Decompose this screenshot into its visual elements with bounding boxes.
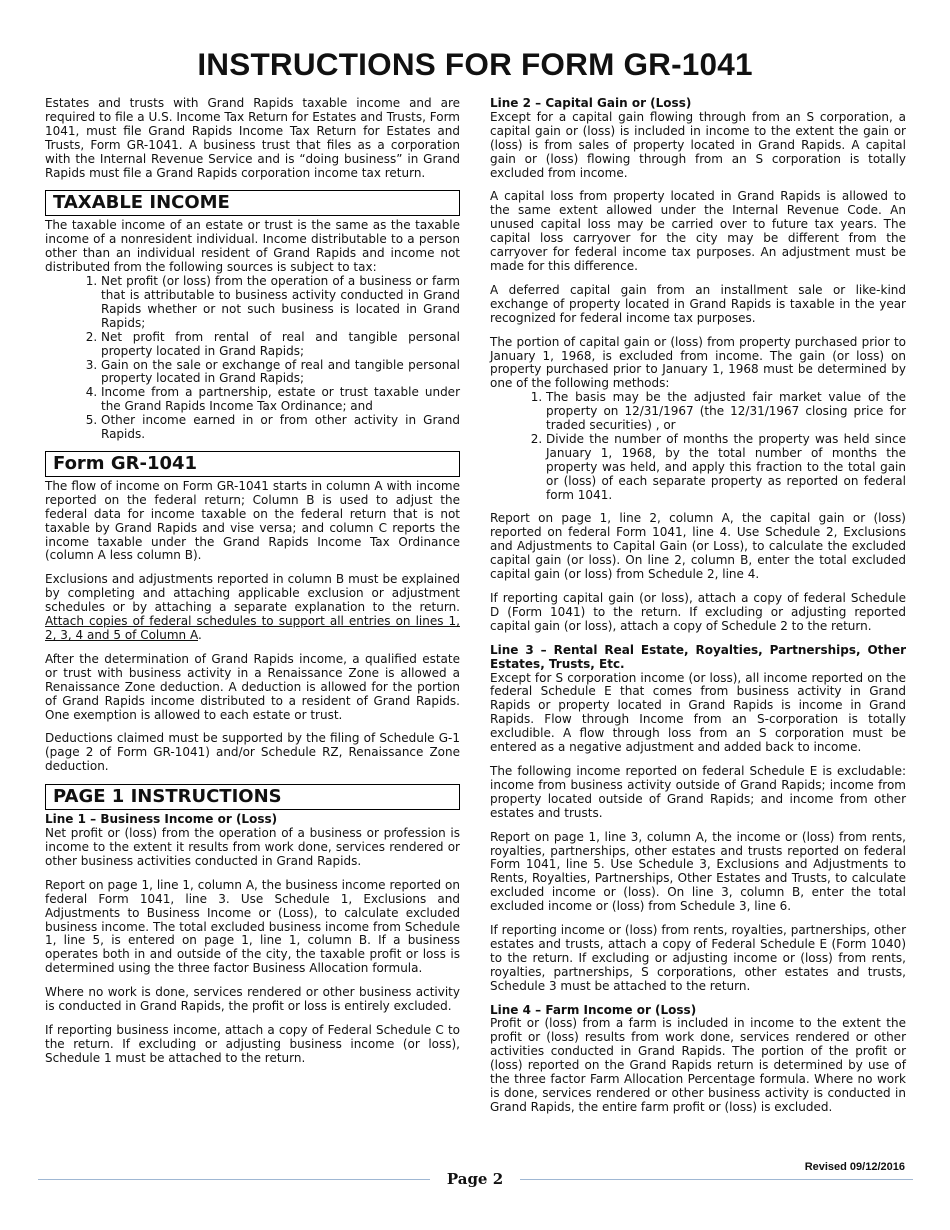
line3-paragraph-3: Report on page 1, line 3, column A, the income or (loss) from rents, royalties, partnerships, other estates and trusts reported on federal Form 1041, line 5. Use Schedule 3, Exclusions and Adjustments to Rents, Royalties, Partnerships, Other Estates and Trusts, to calculate excluded income or (loss). On line 3, column B, enter the total excluded income or (loss) from Schedule 3, line 6. [490,829,906,914]
left-column [45,97,460,1076]
page-number: Page 2 [446,1170,504,1188]
line3-paragraph-1: Except for S corporation income (or loss), all income reported on the federal Schedule E that comes from business activity in Grand Rapids or property located in Grand Rapids is income in Grand Rapids. Flow through Income from an S-corporation is totally excludible. A flow through loss from an S corporation must be entered as a negative adjustment and added back to income. [490,670,906,755]
line1-paragraph-1: Net profit or (loss) from the operation of a business or profession is income to the extent it results from work done, services rendered or other business activities conducted in Grand Rapids. [45,826,460,868]
line4-paragraph-1: Profit or (loss) from a farm is included in income to the extent the profit or (loss) results from work done, services rendered or other activities conducted in Grand Rapids. The portion of the profit or (loss) reported on the Grand Rapids return is determined by use of the three factor Farm Allocation Percentage formula. Where no work is done, services rendered or other business activity is conducted in Grand Rapids, the entire farm profit or (loss) is excluded. [490,1016,906,1114]
line3-paragraph-4: If reporting income or (loss) from rents, royalties, partnerships, other estates and trusts, attach a copy of Federal Schedule E (Form 1040) to the return. If excluding or adjusting income or (loss) from rents, royalties, partnerships, S corporations, other estates and trusts, Schedule 3 must be attached to the return. [490,923,906,993]
line2-paragraph-2: A capital loss from property located in Grand Rapids is allowed to the same extent allowed under the Internal Revenue Code. An unused capital loss may be carried over to future tax years. The capital loss carryover for the city may be different from the carryover for federal income tax purposes. An adjustment must be made for this difference. [490,189,906,273]
form-exclusions-paragraph [45,573,460,643]
line3-heading: Line 3 – Rental Real Estate, Royalties, Partnerships, Other Estates, Trusts, Etc. [490,642,906,671]
list-item: 2. Net profit from rental of real and tangible personal property located in Grand Rapids; [101,331,460,359]
taxable-income-list [45,275,460,442]
line3-paragraph-2: The following income reported on federal Schedule E is excludable: income from business activity outside of Grand Rapids; income from property located outside of Grand Rapids; and income from other estates and trusts. [490,763,906,820]
line2-paragraph-1: Except for a capital gain flowing through from an S corporation, a capital gain or (loss) is included in income to the extent the gain or (loss) is from sales of property located in Grand Rapids. A capital gain or (loss) flowing through from an S corporation is totally excluded from income. [490,109,906,180]
list-item: 1. Net profit (or loss) from the operation of a business or farm that is attributable to business activity conducted in Grand Rapids whether or not such business is located in Grand Rapids; [101,275,460,331]
intro-paragraph: Estates and trusts with Grand Rapids taxable income and are required to file a U.S. Income Tax Return for Estates and Trusts, Form 1041, must file Grand Rapids Income Tax Return for Estates and Trusts, Form GR-1041. A business trust that files as a corporation with the Internal Revenue Service and is “doing business” in Grand Rapids must file a Grand Rapids corporation income tax return. [45,96,460,180]
line1-paragraph-4: If reporting business income, attach a copy of Federal Schedule C to the return. If excluding or adjusting business income (or loss), Schedule 1 must be attached to the return. [45,1022,460,1065]
deductions-paragraph: Deductions claimed must be supported by the filing of Schedule G-1 (page 2 of Form GR-1041) and/or Schedule RZ, Renaissance Zone deduction. [45,731,460,774]
line2-paragraph-5: Report on page 1, line 2, column A, the capital gain or (loss) reported on federal Form 1041, line 4. Use Schedule 2, Exclusions and Adjustments to Capital Gain (or Loss), to calculate the excluded capital gain (or loss). On line 2, column B, enter the total excluded capital gain (or loss) from Schedule 2, line 4. [490,511,906,582]
line1-heading: Line 1 – Business Income or (Loss) [45,812,278,827]
list-item: 3. Gain on the sale or exchange of real and tangible personal property located in Grand Rapids; [101,359,460,387]
footer-divider-left [38,1179,430,1180]
exclusions-text: Exclusions and adjustments reported in column B must be explained by completing and attaching applicable exclusion or adjustment schedules or by attaching a separate explanation to the return. [45,572,460,615]
line4-heading: Line 4 – Farm Income or (Loss) [490,1002,697,1017]
taxable-income-heading: TAXABLE INCOME [45,190,460,216]
line2-paragraph-6: If reporting capital gain (or loss), attach a copy of federal Schedule D (Form 1041) to the return. If excluding or adjusting reported capital gain (or loss), attach a copy of Schedule 2 to the return. [490,591,906,633]
revised-date: Revised 09/12/2016 [804,1161,905,1173]
list-item: 1. The basis may be the adjusted fair market value of the property on 12/31/1967 (the 12/31/1967 closing price for traded securities) , or [546,391,906,433]
right-column [490,97,906,1125]
period: . [197,628,202,642]
page-title: INSTRUCTIONS FOR FORM GR-1041 [197,46,753,82]
list-item: 4. Income from a partnership, estate or trust taxable under the Grand Rapids Income Tax Ordinance; and [101,386,460,414]
list-item: 2. Divide the number of months the property was held since January 1, 1968, by the total number of months the property was held, and apply this fraction to the total gain or (loss) of each separate property as reported on federal form 1041. [546,433,906,503]
footer-divider-right [520,1179,913,1180]
form-flow-paragraph: The flow of income on Form GR-1041 starts in column A with income reported on the federal return; Column B is used to adjust the federal data for income taxable on the federal return that is not taxable by Grand Rapids and vise versa; and column C reports the income taxable under the Grand Rapids Income Tax Ordinance (column A less column B). [45,478,460,563]
list-item: 5. Other income earned in or from other activity in Grand Rapids. [101,414,460,442]
renaissance-zone-paragraph: After the determination of Grand Rapids income, a qualified estate or trust with business activity in a Renaissance Zone is allowed a Renaissance Zone deduction. A deduction is allowed for the portion of Grand Rapids income distributed to a resident of Grand Rapids. One exemption is allowed to each estate or trust. [45,651,460,722]
taxable-income-paragraph: The taxable income of an estate or trust is the same as the taxable income of a nonresident individual. Income distributable to a person other than an individual resident of Grand Rapids and income not distributed from the following sources is subject to tax: [45,218,460,275]
line2-paragraph-4: The portion of capital gain or (loss) from property purchased prior to January 1, 1968, is excluded from income. The gain (or loss) on property purchased prior to January 1, 1968 must be determined by one of the following methods: [490,334,906,391]
attach-schedules-note: Attach copies of federal schedules to support all entries on lines 1, 2, 3, 4 and 5 of Column A [45,614,460,642]
line1-paragraph-2: Report on page 1, line 1, column A, the business income reported on federal Form 1041, line 3. Use Schedule 1, Exclusions and Adjustments to Business Income or (Loss), to calculate excluded business income. The total excluded business income from Schedule 1, line 5, is entered on page 1, line 1, column B. If a business operates both in and outside of the city, the taxable profit or loss is determined using the three factor Business Allocation formula. [45,877,460,976]
form-gr1041-heading: Form GR-1041 [45,451,460,477]
line1-paragraph-3: Where no work is done, services rendered or other business activity is conducted in Grand Rapids, the profit or loss is entirely excluded. [45,985,460,1014]
line2-paragraph-3: A deferred capital gain from an installment sale or like-kind exchange of property located in Grand Rapids is taxable in the year recognized for federal income tax purposes. [490,282,906,325]
page1-instructions-heading: PAGE 1 INSTRUCTIONS [45,784,460,810]
capital-gain-methods-list [490,391,906,502]
line2-heading: Line 2 – Capital Gain or (Loss) [490,96,692,110]
